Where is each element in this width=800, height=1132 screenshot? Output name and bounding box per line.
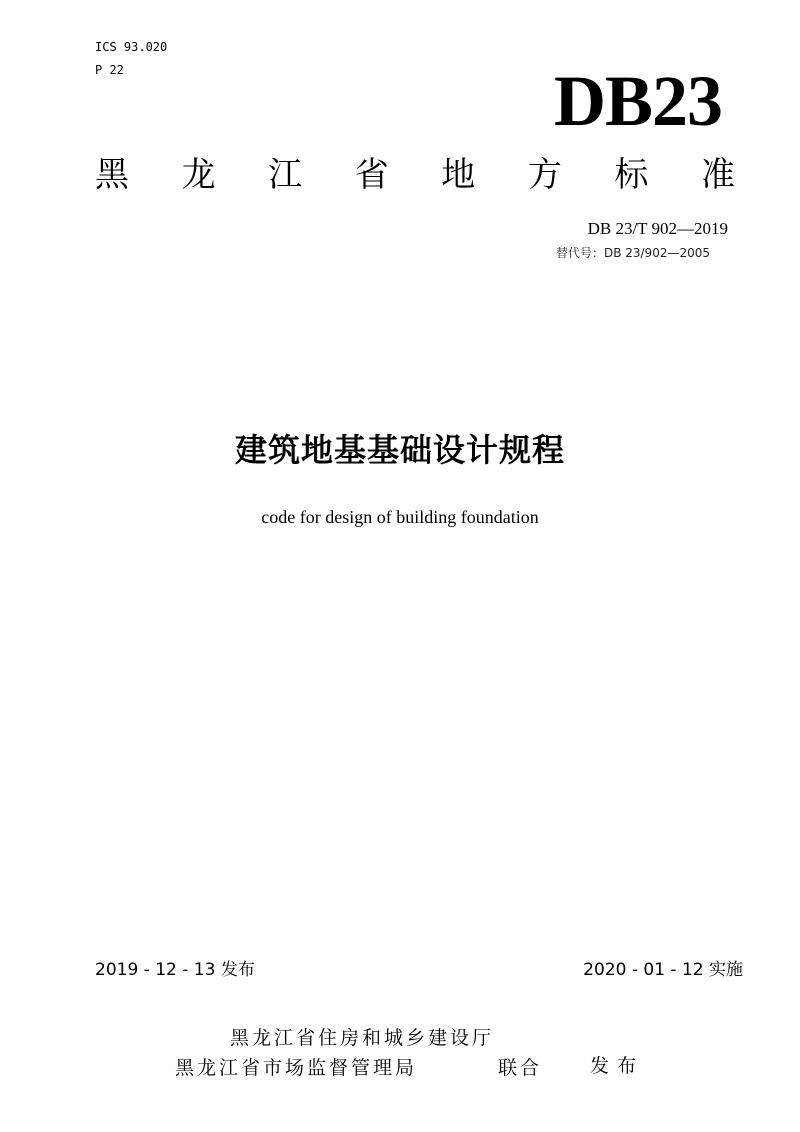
standard-type-char: 省 <box>354 155 389 195</box>
replaces-number: 替代号：DB 23/902—2005 <box>555 246 710 260</box>
issuer-line-1: 黑龙江省住房和城乡建设厅 <box>230 1027 495 1049</box>
ccs-code: P 22 <box>95 63 124 77</box>
issue-date: 2019 - 12 - 13 发布 <box>95 960 255 980</box>
ics-code: ICS 93.020 <box>95 40 168 54</box>
standard-type <box>95 152 735 198</box>
joint-label: 联合 <box>498 1057 543 1079</box>
document-title-cn: 建筑地基基础设计规程 <box>234 431 565 469</box>
standard-type-char: 地 <box>441 155 476 195</box>
db-logo: DB23 <box>553 61 722 141</box>
standard-type-char: 方 <box>527 155 562 195</box>
issuer-line-2: 黑龙江省市场监督管理局 <box>175 1057 418 1079</box>
standard-type-char: 龙 <box>181 155 216 195</box>
standard-type-char: 准 <box>700 155 735 195</box>
implementation-date: 2020 - 01 - 12 实施 <box>583 960 743 980</box>
standard-type-char: 标 <box>614 155 649 195</box>
document-title-en: code for design of building foundation <box>261 507 539 527</box>
standard-type-char: 黑 <box>95 155 129 195</box>
publish-label: 发布 <box>590 1055 645 1077</box>
standard-type-char: 江 <box>268 155 303 195</box>
standard-number: DB 23/T 902—2019 <box>587 219 728 238</box>
